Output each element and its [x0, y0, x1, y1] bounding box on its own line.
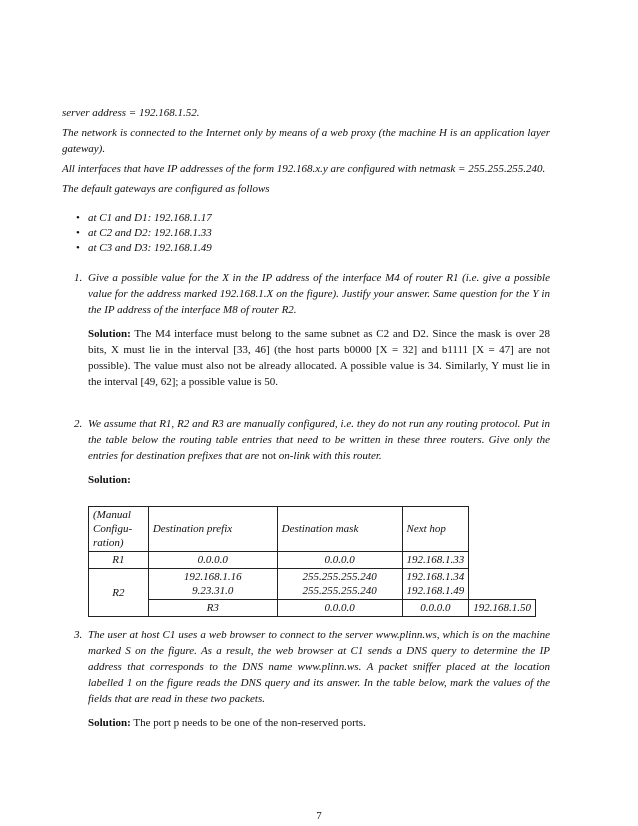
- question-1: [62, 270, 550, 390]
- question-2: [62, 416, 550, 617]
- page-number: 7: [316, 810, 322, 822]
- list-item: • at C3 and D3: 192.168.1.49: [76, 242, 212, 254]
- table-row: [89, 569, 536, 600]
- solution-label: Solution:: [88, 328, 131, 340]
- bullet-icon: •: [76, 242, 80, 254]
- question-text: Give a possible value for the X in the IP address of the interface M4 of router R1 (i.e. give a possible value for the address marked 192.168.1.X on the figure). Justify your answer. Same question for the Y in the IP address of the interface M8 of router R2.: [88, 272, 550, 316]
- list-item: • at C1 and D1: 192.168.1.17: [76, 212, 212, 224]
- routing-table: [88, 506, 536, 617]
- solution-paragraph: [88, 715, 550, 731]
- mask-cell: 255.255.255.240 255.255.255.240: [277, 569, 402, 600]
- table-row: [89, 600, 536, 617]
- hop-cell: 192.168.1.34 192.168.1.49: [402, 569, 469, 600]
- bullet-icon: •: [76, 227, 80, 239]
- question-number: 3.: [74, 629, 83, 641]
- hop-cell: 192.168.1.50: [469, 600, 536, 617]
- solution-paragraph: [88, 326, 550, 390]
- router-cell: R2: [89, 569, 149, 617]
- question-number: 1.: [74, 272, 83, 284]
- bullet-icon: •: [76, 212, 80, 224]
- router-cell: R3: [148, 600, 277, 617]
- prefix-cell: 192.168.1.16 9.23.31.0: [148, 569, 277, 600]
- column-header: (Manual Configu-ration): [89, 507, 149, 552]
- mask-cell: 0.0.0.0: [277, 552, 402, 569]
- solution-text: The port p needs to be one of the non-reserved ports.: [133, 717, 366, 729]
- question-list: [62, 270, 550, 731]
- list-item: • at C2 and D2: 192.168.1.33: [76, 227, 212, 239]
- proxy-paragraph: The network is connected to the Internet only by means of a web proxy (the machine H is an application layer gateway).: [62, 127, 550, 155]
- column-header: Destination mask: [277, 507, 402, 552]
- solution-label: Solution:: [88, 474, 131, 486]
- column-header: Next hop: [402, 507, 469, 552]
- table-row: [89, 552, 536, 569]
- page-content: [62, 105, 550, 731]
- question-3: [62, 627, 550, 731]
- hop-cell: 192.168.1.33: [402, 552, 469, 569]
- prefix-cell: 0.0.0.0: [148, 552, 277, 569]
- question-text: The user at host C1 uses a web browser to connect to the server www.plinn.ws, which is on the machine marked S on the figure. As a result, the web browser at C1 sends a DNS query to determine the IP address that corresponds to the DNS name www.plinn.ws. A packet sniffer placed at the location labelled 1 on the figure reads the DNS query and its answer. In the table below, mark the values of the fields that are read in these two packets.: [88, 629, 550, 705]
- solution-label: Solution:: [88, 717, 131, 729]
- table-header-row: [89, 507, 536, 552]
- column-header: Destination prefix: [148, 507, 277, 552]
- emphasis-not: not: [261, 450, 277, 462]
- server-address-line: server address = 192.168.1.52.: [62, 107, 200, 119]
- router-cell: R1: [89, 552, 149, 569]
- gateway-list: [76, 211, 550, 256]
- question-number: 2.: [74, 418, 83, 430]
- question-text: We assume that R1, R2 and R3 are manually configured, i.e. they do not run any routing protocol. Put in the table below the routing table entries that need to be written in these three routers. Give only the entries for destination prefixes that are not on-link with this router.: [88, 418, 550, 462]
- solution-text: The M4 interface must belong to the same subnet as C2 and D2. Since the mask is over 28 bits, X must lie in the interval [33, 46] (the host parts b0000 [X = 32] and b1111 [X = 47] are not possible). The value must also not be already allocated. A possible value is 34. Similarly, Y must lie in the interval [49, 62]; a possible value is 50.: [88, 328, 550, 388]
- prefix-cell: 0.0.0.0: [277, 600, 402, 617]
- mask-cell: 0.0.0.0: [402, 600, 469, 617]
- gateways-intro: The default gateways are configured as follows: [62, 183, 270, 195]
- netmask-paragraph: All interfaces that have IP addresses of the form 192.168.x.y are configured with netmask = 255.255.255.240.: [62, 163, 546, 175]
